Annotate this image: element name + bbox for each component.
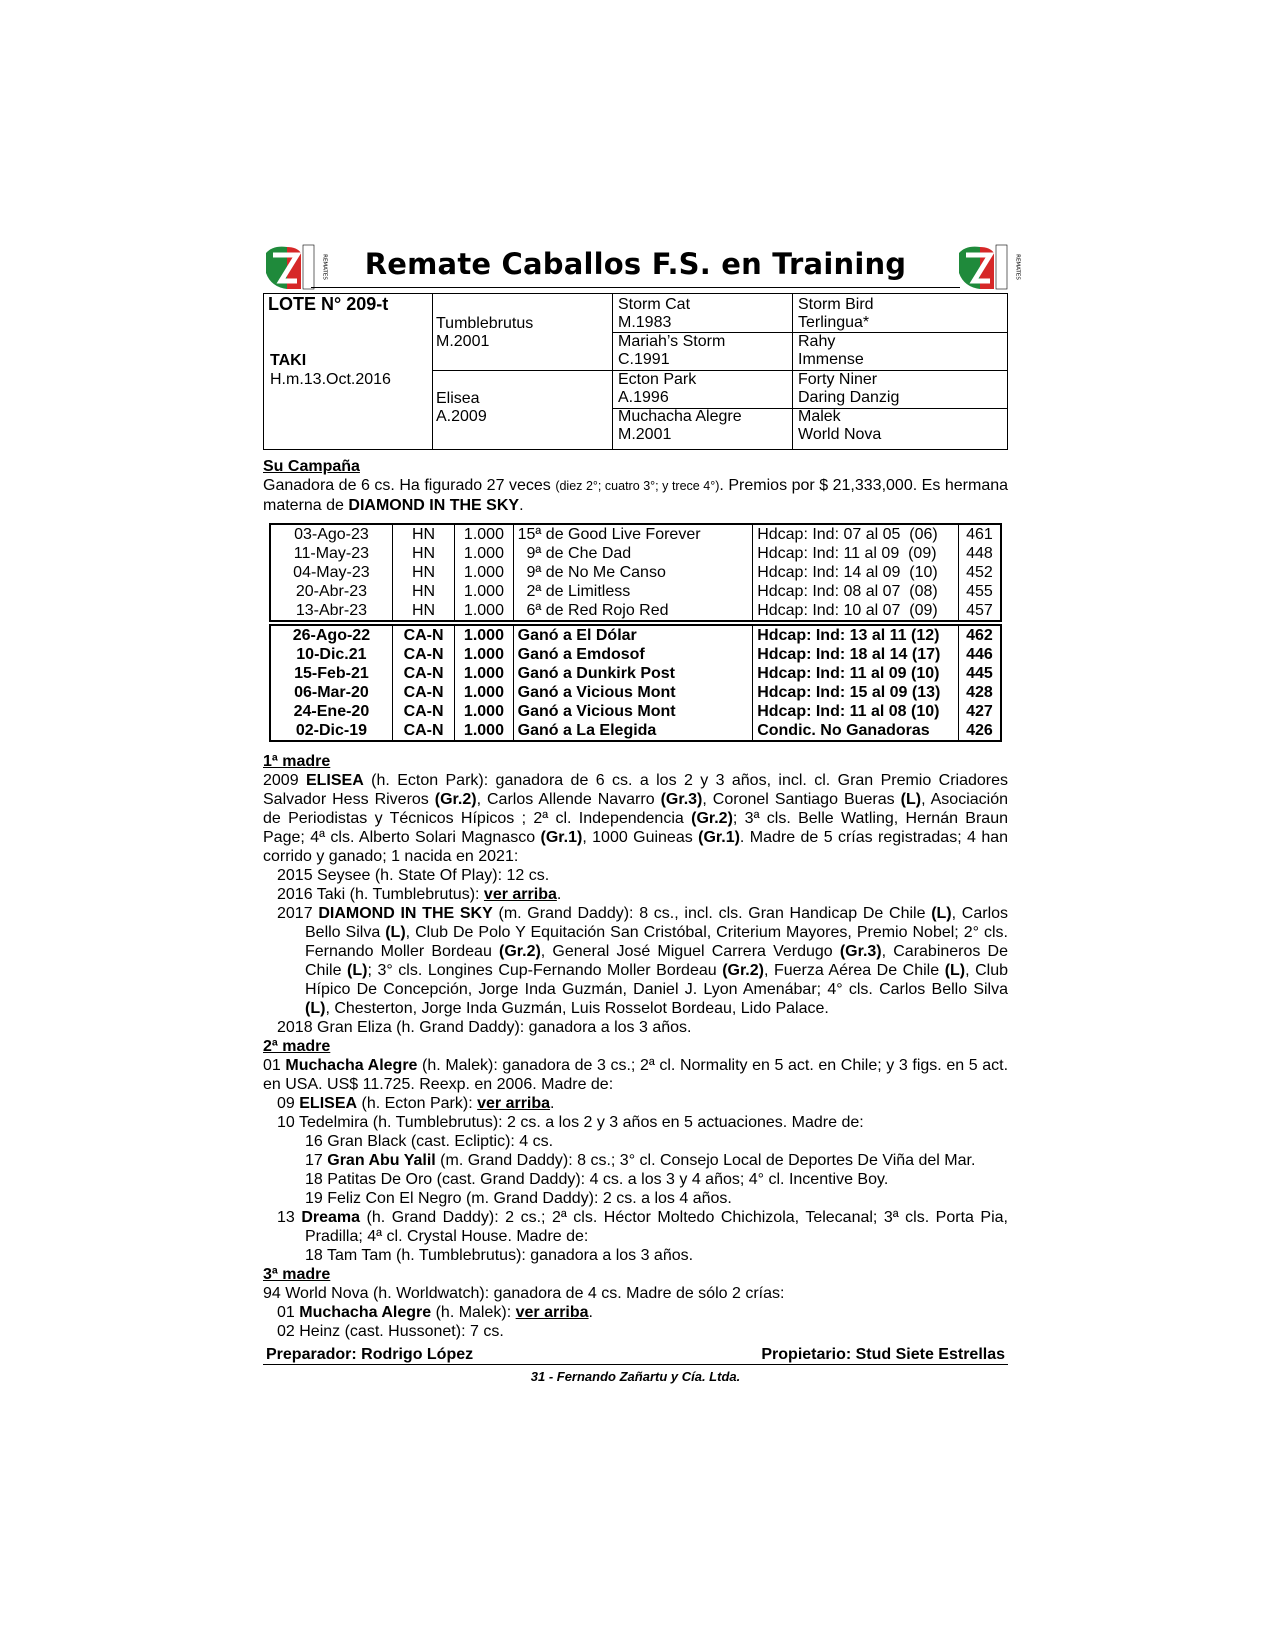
sire-year: M.2001 bbox=[436, 333, 490, 350]
race-track: CA-N bbox=[392, 645, 454, 664]
list-item bbox=[263, 1151, 1008, 1170]
text: , Fuerza Aérea De Chile bbox=[763, 962, 945, 979]
table-row bbox=[270, 645, 1001, 664]
grade: (Gr.1) bbox=[698, 829, 740, 846]
owner: Propietario: Stud Siete Estrellas bbox=[761, 1346, 1005, 1363]
list-item: 16 Gran Black (cast. Ecliptic): 4 cs. bbox=[305, 1133, 554, 1150]
race-result: Ganó a Vicious Mont bbox=[513, 702, 753, 721]
list-item: 18 Tam Tam (h. Tumblebrutus): ganadora a los 3 años. bbox=[305, 1247, 694, 1264]
race-condition: Hdcap: Ind: 11 al 08 (10) bbox=[753, 702, 959, 721]
dam-dam: Muchacha Alegre bbox=[618, 408, 742, 425]
text: (m. Grand Daddy): 8 cs., incl. cls. Gran Handicap De Chile bbox=[492, 905, 932, 922]
ancestor: Rahy bbox=[798, 333, 836, 350]
horse-name: TAKI bbox=[270, 352, 307, 369]
ver-arriba-link[interactable]: ver arriba bbox=[477, 1095, 551, 1112]
race-weight: 462 bbox=[958, 625, 1001, 645]
logo-side-text: REMATES bbox=[1014, 254, 1021, 280]
list-item: 09 ELISEA (h. Ecton Park): ver arriba. bbox=[277, 1095, 555, 1112]
footer bbox=[263, 1345, 1008, 1365]
dam-sire: Ecton Park bbox=[618, 371, 697, 388]
race-condition: Hdcap: Ind: 14 al 09 (10) bbox=[753, 563, 959, 582]
grade: (Gr.1) bbox=[540, 829, 583, 846]
race-condition: Hdcap: Ind: 07 al 05 (06) bbox=[753, 524, 959, 544]
text-bold: ELISEA bbox=[299, 1095, 358, 1112]
race-distance: 1.000 bbox=[455, 664, 513, 683]
madre3-section bbox=[263, 1265, 1008, 1341]
race-date: 02-Dic-19 bbox=[270, 721, 392, 741]
sire-name: Tumblebrutus bbox=[436, 315, 534, 332]
race-weight: 461 bbox=[958, 524, 1001, 544]
grade: (L) bbox=[931, 905, 952, 922]
wins-table bbox=[269, 624, 1002, 742]
ped-divider bbox=[792, 294, 793, 449]
race-date: 20-Abr-23 bbox=[270, 582, 392, 601]
text: , Club Hípico De Concepción, Jorge Inda Guzmán, Daniel J. Lyon Amenábar; 4° cls. Carlos Bello Silva bbox=[305, 962, 1009, 998]
section-heading: 2ª madre bbox=[263, 1038, 331, 1055]
race-distance: 1.000 bbox=[455, 544, 513, 563]
text: 01 bbox=[277, 1304, 300, 1321]
text-bold: DIAMOND IN THE SKY bbox=[318, 905, 493, 922]
table-row bbox=[270, 563, 1001, 582]
grade: (L) bbox=[347, 962, 368, 979]
text: 13 bbox=[277, 1209, 302, 1226]
race-track: CA-N bbox=[392, 702, 454, 721]
text: , Coronel Santiago Bueras bbox=[702, 791, 901, 808]
sire-sire: Storm Cat bbox=[618, 296, 691, 313]
race-result: 15ª de Good Live Forever bbox=[513, 524, 753, 544]
race-track: HN bbox=[392, 544, 454, 563]
race-distance: 1.000 bbox=[455, 563, 513, 582]
text: 17 bbox=[305, 1152, 328, 1169]
header bbox=[263, 243, 1021, 293]
race-distance: 1.000 bbox=[455, 721, 513, 741]
race-result: Ganó a Emdosof bbox=[513, 645, 753, 664]
madre1-section bbox=[263, 752, 1008, 1037]
text: (m. Grand Daddy): 8 cs.; 3° cl. Consejo Local de Deportes De Viña del Mar. bbox=[435, 1152, 976, 1169]
zr-logo-right bbox=[956, 243, 1021, 291]
race-result: Ganó a Dunkirk Post bbox=[513, 664, 753, 683]
grade: (Gr.3) bbox=[660, 791, 703, 808]
text: , Carlos Allende Navarro bbox=[476, 791, 661, 808]
list-item: 2016 Taki (h. Tumblebrutus): ver arriba. bbox=[277, 886, 562, 903]
text: , 1000 Guineas bbox=[582, 829, 699, 846]
text: 2016 Taki (h. Tumblebrutus): bbox=[277, 886, 484, 903]
race-track: HN bbox=[392, 601, 454, 621]
sire-dam-year: C.1991 bbox=[618, 351, 670, 368]
ped-divider bbox=[432, 370, 1007, 371]
race-date: 11-May-23 bbox=[270, 544, 392, 563]
race-track: CA-N bbox=[392, 625, 454, 645]
dam-name: Elisea bbox=[436, 390, 480, 407]
grade: (L) bbox=[944, 962, 966, 979]
text-bold: Gran Abu Yalil bbox=[327, 1152, 436, 1169]
text: 2009 bbox=[263, 772, 306, 789]
text-bold: Muchacha Alegre bbox=[299, 1304, 432, 1321]
text: . bbox=[519, 497, 524, 514]
horse-birth: H.m.13.Oct.2016 bbox=[270, 371, 391, 388]
race-distance: 1.000 bbox=[455, 601, 513, 621]
table-row bbox=[270, 664, 1001, 683]
section-heading: 1ª madre bbox=[263, 753, 331, 770]
grade: (L) bbox=[385, 924, 406, 941]
race-condition: Condic. No Ganadoras bbox=[753, 721, 959, 741]
race-weight: 446 bbox=[958, 645, 1001, 664]
ancestor: Malek bbox=[798, 408, 841, 425]
sire-sire-year: M.1983 bbox=[618, 314, 672, 331]
grade: (Gr.2) bbox=[434, 791, 477, 808]
race-weight: 457 bbox=[958, 601, 1001, 621]
list-item: 2018 Gran Eliza (h. Grand Daddy): ganadora a los 3 años. bbox=[277, 1019, 692, 1036]
race-track: CA-N bbox=[392, 721, 454, 741]
text: ; 3° cls. Longines Cup-Fernando Moller Bordeau bbox=[367, 962, 723, 979]
text-bold: Dreama bbox=[301, 1209, 361, 1226]
race-date: 06-Mar-20 bbox=[270, 683, 392, 702]
text: , Chesterton, Jorge Inda Guzmán, Luis Rosselot Bordeau, Lido Palace. bbox=[325, 1000, 829, 1017]
race-weight: 445 bbox=[958, 664, 1001, 683]
race-weight: 448 bbox=[958, 544, 1001, 563]
race-date: 10-Dic.21 bbox=[270, 645, 392, 664]
text: 09 bbox=[277, 1095, 300, 1112]
table-row bbox=[270, 721, 1001, 741]
list-item: 2015 Seysee (h. State Of Play): 12 cs. bbox=[277, 867, 550, 884]
grade: (L) bbox=[900, 791, 922, 808]
text: , Carlos Bello Silva bbox=[305, 905, 1009, 941]
race-distance: 1.000 bbox=[455, 524, 513, 544]
ped-divider bbox=[432, 294, 433, 449]
text-bold: ELISEA bbox=[305, 772, 364, 789]
race-result: 6ª de Red Rojo Red bbox=[513, 601, 753, 621]
race-record bbox=[269, 523, 1002, 742]
madre2-section bbox=[263, 1037, 1008, 1265]
ancestor: Daring Danzig bbox=[798, 389, 900, 406]
list-item: 18 Patitas De Oro (cast. Grand Daddy): 4 cs. a los 3 y 4 años; 4° cl. Incentive Boy. bbox=[305, 1171, 889, 1188]
text-bold: Muchacha Alegre bbox=[285, 1057, 418, 1074]
list-item bbox=[263, 904, 1008, 1018]
list-item: 01 Muchacha Alegre (h. Malek): ver arriba. bbox=[277, 1304, 593, 1321]
race-track: HN bbox=[392, 563, 454, 582]
list-item bbox=[263, 1208, 1008, 1246]
race-track: CA-N bbox=[392, 683, 454, 702]
ancestor: Terlingua* bbox=[798, 314, 870, 331]
text: (h. Malek): bbox=[431, 1304, 516, 1321]
table-row bbox=[270, 582, 1001, 601]
campaign-text bbox=[263, 476, 1008, 515]
text: (h. Ecton Park): bbox=[357, 1095, 478, 1112]
race-distance: 1.000 bbox=[455, 702, 513, 721]
ped-divider bbox=[612, 294, 613, 449]
list-item: 10 Tedelmira (h. Tumblebrutus): 2 cs. a los 2 y 3 años en 5 actuaciones. Madre de: bbox=[277, 1114, 864, 1131]
table-row bbox=[270, 702, 1001, 721]
race-condition: Hdcap: Ind: 11 al 09 (10) bbox=[753, 664, 959, 683]
text: 2017 bbox=[277, 905, 319, 922]
text: . Premios por $ 21,333,000. Es hermana materna de bbox=[263, 477, 1009, 514]
race-condition: Hdcap: Ind: 18 al 14 (17) bbox=[753, 645, 959, 664]
race-track: HN bbox=[392, 582, 454, 601]
race-result: Ganó a El Dólar bbox=[513, 625, 753, 645]
table-row bbox=[270, 544, 1001, 563]
madre1-text bbox=[263, 771, 1008, 866]
race-date: 03-Ago-23 bbox=[270, 524, 392, 544]
recent-races-table bbox=[269, 523, 1002, 622]
grade: (Gr.2) bbox=[722, 962, 764, 979]
grade: (Gr.2) bbox=[691, 810, 733, 827]
trainer: Preparador: Rodrigo López bbox=[266, 1346, 474, 1363]
zr-logo bbox=[263, 243, 328, 291]
ancestor: Storm Bird bbox=[798, 296, 874, 313]
madre2-text bbox=[263, 1056, 1008, 1094]
race-condition: Hdcap: Ind: 13 al 11 (12) bbox=[753, 625, 959, 645]
text-small: (diez 2°; cuatro 3°; y trece 4°) bbox=[555, 479, 720, 493]
section-heading: Su Campaña bbox=[263, 458, 360, 475]
race-result: Ganó a Vicious Mont bbox=[513, 683, 753, 702]
race-distance: 1.000 bbox=[455, 683, 513, 702]
race-date: 04-May-23 bbox=[270, 563, 392, 582]
race-weight: 428 bbox=[958, 683, 1001, 702]
race-result: 2ª de Limitless bbox=[513, 582, 753, 601]
dam-year: A.2009 bbox=[436, 408, 487, 425]
page-title: Remate Caballos F.S. en Training bbox=[364, 247, 907, 281]
logo-side-text: REMATES bbox=[321, 254, 328, 280]
table-row bbox=[270, 524, 1001, 544]
list-item: 02 Heinz (cast. Hussonet): 7 cs. bbox=[277, 1323, 504, 1340]
title-rule bbox=[311, 287, 960, 288]
ancestor: Forty Niner bbox=[798, 371, 878, 388]
lot-number: LOTE N° 209-t bbox=[268, 294, 389, 314]
race-date: 24-Ene-20 bbox=[270, 702, 392, 721]
race-distance: 1.000 bbox=[455, 645, 513, 664]
pedigree-box bbox=[263, 293, 1008, 450]
race-condition: Hdcap: Ind: 15 al 09 (13) bbox=[753, 683, 959, 702]
race-weight: 426 bbox=[958, 721, 1001, 741]
grade: (Gr.3) bbox=[839, 943, 882, 960]
race-track: HN bbox=[392, 524, 454, 544]
list-item: 19 Feliz Con El Negro (m. Grand Daddy): 2 cs. a los 4 años. bbox=[305, 1190, 732, 1207]
text: , General José Miguel Carrera Verdugo bbox=[540, 943, 840, 960]
madre3-text: 94 World Nova (h. Worldwatch): ganadora de 4 cs. Madre de sólo 2 crías: bbox=[263, 1285, 785, 1302]
race-result: 9ª de Che Dad bbox=[513, 544, 753, 563]
text: 01 bbox=[263, 1057, 286, 1074]
ancestor: Immense bbox=[798, 351, 864, 368]
catalog-page bbox=[263, 243, 1021, 1384]
race-distance: 1.000 bbox=[455, 582, 513, 601]
text: , Asociación de Periodistas y Técnicos Hípicos ; 2ª cl. Independencia bbox=[263, 791, 1008, 827]
grade: (L) bbox=[305, 1000, 326, 1017]
ver-arriba-link[interactable]: ver arriba bbox=[515, 1304, 589, 1321]
race-date: 15-Feb-21 bbox=[270, 664, 392, 683]
text: (h. Malek): ganadora de 3 cs.; 2ª cl. Normality en 5 act. en Chile; y 3 figs. en 5 act. en USA. US$ 11.725. Reexp. en 2006. Madre de: bbox=[263, 1057, 1009, 1093]
race-distance: 1.000 bbox=[455, 625, 513, 645]
text: , Club De Polo Y Equitación San Cristóbal, Criterium Mayores, Premio Nobel; 2° cls. Fernando Moller Bordeau bbox=[305, 924, 1008, 960]
text: Ganadora de 6 cs. Ha figurado 27 veces bbox=[263, 477, 556, 494]
text: ; 3ª cls. Belle Watling, Hernán Braun Page; 4ª cls. Alberto Solari Magnasco bbox=[263, 810, 1009, 846]
race-condition: Hdcap: Ind: 11 al 09 (09) bbox=[753, 544, 959, 563]
grade: (Gr.2) bbox=[499, 943, 541, 960]
ver-arriba-link[interactable]: ver arriba bbox=[483, 886, 557, 903]
table-row bbox=[270, 601, 1001, 621]
race-weight: 427 bbox=[958, 702, 1001, 721]
race-track: CA-N bbox=[392, 664, 454, 683]
ancestor: World Nova bbox=[798, 426, 882, 443]
text-bold: DIAMOND IN THE SKY bbox=[348, 497, 520, 514]
text: (h. Ecton Park): ganadora de 6 cs. a los 2 y 3 años, incl. cl. Gran Premio Criadores Salvador Hess Riveros bbox=[263, 772, 1008, 808]
race-result: 9ª de No Me Canso bbox=[513, 563, 753, 582]
dam-dam-year: M.2001 bbox=[618, 426, 672, 443]
race-condition: Hdcap: Ind: 10 al 07 (09) bbox=[753, 601, 959, 621]
page-number: 31 - Fernando Zañartu y Cía. Ltda. bbox=[530, 1369, 741, 1384]
table-row bbox=[270, 683, 1001, 702]
dam-sire-year: A.1996 bbox=[618, 389, 669, 406]
race-result: Ganó a La Elegida bbox=[513, 721, 753, 741]
table-row bbox=[270, 625, 1001, 645]
race-weight: 455 bbox=[958, 582, 1001, 601]
race-condition: Hdcap: Ind: 08 al 07 (08) bbox=[753, 582, 959, 601]
sire-dam: Mariah’s Storm bbox=[618, 333, 726, 350]
race-weight: 452 bbox=[958, 563, 1001, 582]
section-heading: 3ª madre bbox=[263, 1266, 331, 1283]
text: (h. Grand Daddy): 2 cs.; 2ª cls. Héctor Moltedo Chichizola, Telecanal; 3ª cls. Porta Pia, Pradilla; 4ª cl. Crystal House. Madre de: bbox=[305, 1209, 1008, 1245]
race-date: 26-Ago-22 bbox=[270, 625, 392, 645]
text: . Madre de 5 crías registradas; 4 han corrido y ganado; 1 nacida en 2021: bbox=[263, 829, 1009, 865]
text: , Carabineros De Chile bbox=[305, 943, 1008, 979]
campaign-section bbox=[263, 457, 1008, 515]
race-date: 13-Abr-23 bbox=[270, 601, 392, 621]
